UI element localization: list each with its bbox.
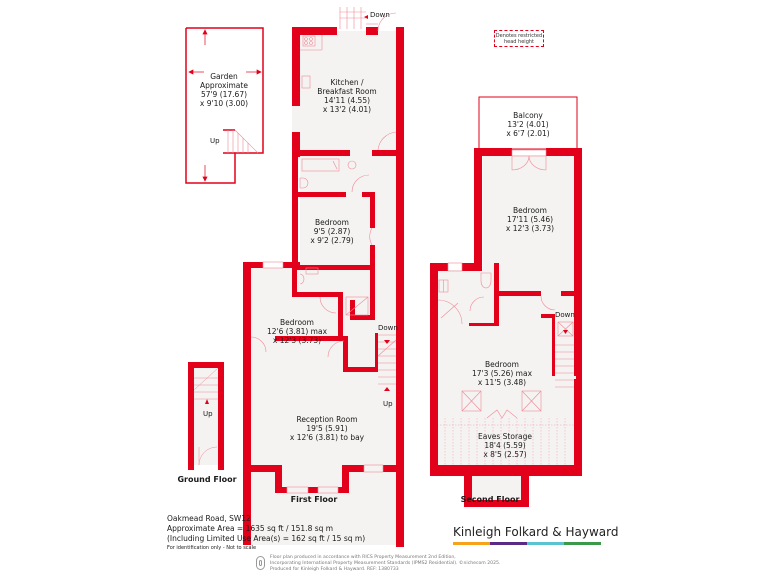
room-name: Eaves Storage bbox=[477, 432, 533, 441]
room-dim2: x 9'2 (2.79) bbox=[310, 236, 354, 245]
brand-bar-teal bbox=[527, 542, 564, 545]
property-info bbox=[167, 514, 365, 552]
room-name: Bedroom bbox=[513, 206, 547, 215]
room-dim2: x 13'2 (4.01) bbox=[322, 105, 372, 114]
brand-name: Kinleigh Folkard & Hayward bbox=[453, 525, 619, 539]
room-dim1: 9'5 (2.87) bbox=[313, 227, 351, 236]
room-name: Bedroom bbox=[485, 360, 519, 369]
second-stairs-label: Down bbox=[555, 311, 575, 319]
room-name-2: Breakfast Room bbox=[317, 87, 377, 96]
brand-bar-green bbox=[564, 542, 601, 545]
room-dim1: 17'11 (5.46) bbox=[506, 215, 554, 224]
room-kitchen bbox=[317, 78, 376, 114]
address: Oakmead Road, SW12 bbox=[167, 514, 251, 523]
room-name: Bedroom bbox=[280, 318, 314, 327]
room-dim2: x 11'5 (3.48) bbox=[477, 378, 527, 387]
room-name: Reception Room bbox=[296, 415, 358, 424]
room-bedroom-second-rear bbox=[472, 360, 532, 387]
room-eaves-storage bbox=[478, 432, 532, 459]
garden-dim1: 57'9 (17.67) bbox=[200, 90, 248, 99]
scale-note: For identification only - Not to scale bbox=[167, 545, 257, 551]
room-dim1: 14'11 (4.55) bbox=[323, 96, 371, 105]
footer-disclaimer bbox=[270, 555, 500, 573]
restricted-height-legend bbox=[494, 30, 544, 47]
ground-stairs-label: Up bbox=[203, 410, 213, 418]
first-stairs-up-label: Up bbox=[383, 400, 393, 408]
first-floor-title: First Floor bbox=[290, 495, 338, 504]
approximate-area: Approximate Area = 1635 sq ft / 151.8 sq m bbox=[167, 524, 334, 533]
room-dim1: 18'4 (5.59) bbox=[484, 441, 526, 450]
room-reception bbox=[290, 415, 364, 442]
room-dim1: 12'6 (3.81) max bbox=[266, 327, 328, 336]
garden-dim2: x 9'10 (3.00) bbox=[199, 99, 249, 108]
garden-approx: Approximate bbox=[200, 81, 248, 90]
room-dim2: x 12'3 (3.73) bbox=[272, 336, 322, 345]
room-name: Balcony bbox=[513, 111, 543, 120]
room-balcony bbox=[506, 111, 549, 138]
room-bedroom-small bbox=[310, 218, 353, 245]
garden-stairs bbox=[228, 130, 258, 153]
first-stairs-down-label: Down bbox=[378, 324, 398, 332]
limited-use-area: (Including Limited Use Area(s) = 162 sq ft / 15 sq m) bbox=[167, 534, 366, 543]
brand-bar-orange bbox=[453, 542, 490, 545]
garden-name: Garden bbox=[210, 72, 238, 81]
footer-line-2: Incorporating International Property Measurement Standards (IPMS2 Residential). ©nichecom 2025. bbox=[270, 561, 501, 566]
room-dim2: x 8'5 (2.57) bbox=[483, 450, 527, 459]
room-name: Kitchen / bbox=[330, 78, 364, 87]
room-dim2: x 6'7 (2.01) bbox=[506, 129, 550, 138]
room-dim2: x 12'3 (3.73) bbox=[505, 224, 555, 233]
first-top-stairs-label: Down bbox=[370, 11, 390, 19]
room-bedroom-second-front bbox=[506, 206, 554, 233]
info-icon bbox=[256, 556, 265, 570]
room-bedroom-first bbox=[267, 318, 327, 345]
ground-floor-title: Ground Floor bbox=[177, 475, 237, 484]
legend-text: Denotes restricted head height bbox=[495, 33, 543, 45]
brand-bar-purple bbox=[490, 542, 527, 545]
second-floor-title: Second Floor bbox=[460, 495, 520, 504]
garden-label bbox=[200, 72, 248, 108]
room-name: Bedroom bbox=[315, 218, 349, 227]
room-dim2: x 12'6 (3.81) to bay bbox=[289, 433, 365, 442]
room-dim1: 19'5 (5.91) bbox=[306, 424, 348, 433]
room-dim1: 13'2 (4.01) bbox=[507, 120, 549, 129]
brand-color-bar bbox=[453, 542, 601, 545]
footer-line-3: Produced for Kinleigh Folkard & Hayward. REF: 1380733 bbox=[270, 567, 399, 572]
garden-stairs-label: Up bbox=[210, 137, 220, 145]
footer-line-1: Floor plan produced in accordance with RICS Property Measurement 2nd Edition, bbox=[270, 555, 456, 560]
room-dim1: 17'3 (5.26) max bbox=[471, 369, 533, 378]
